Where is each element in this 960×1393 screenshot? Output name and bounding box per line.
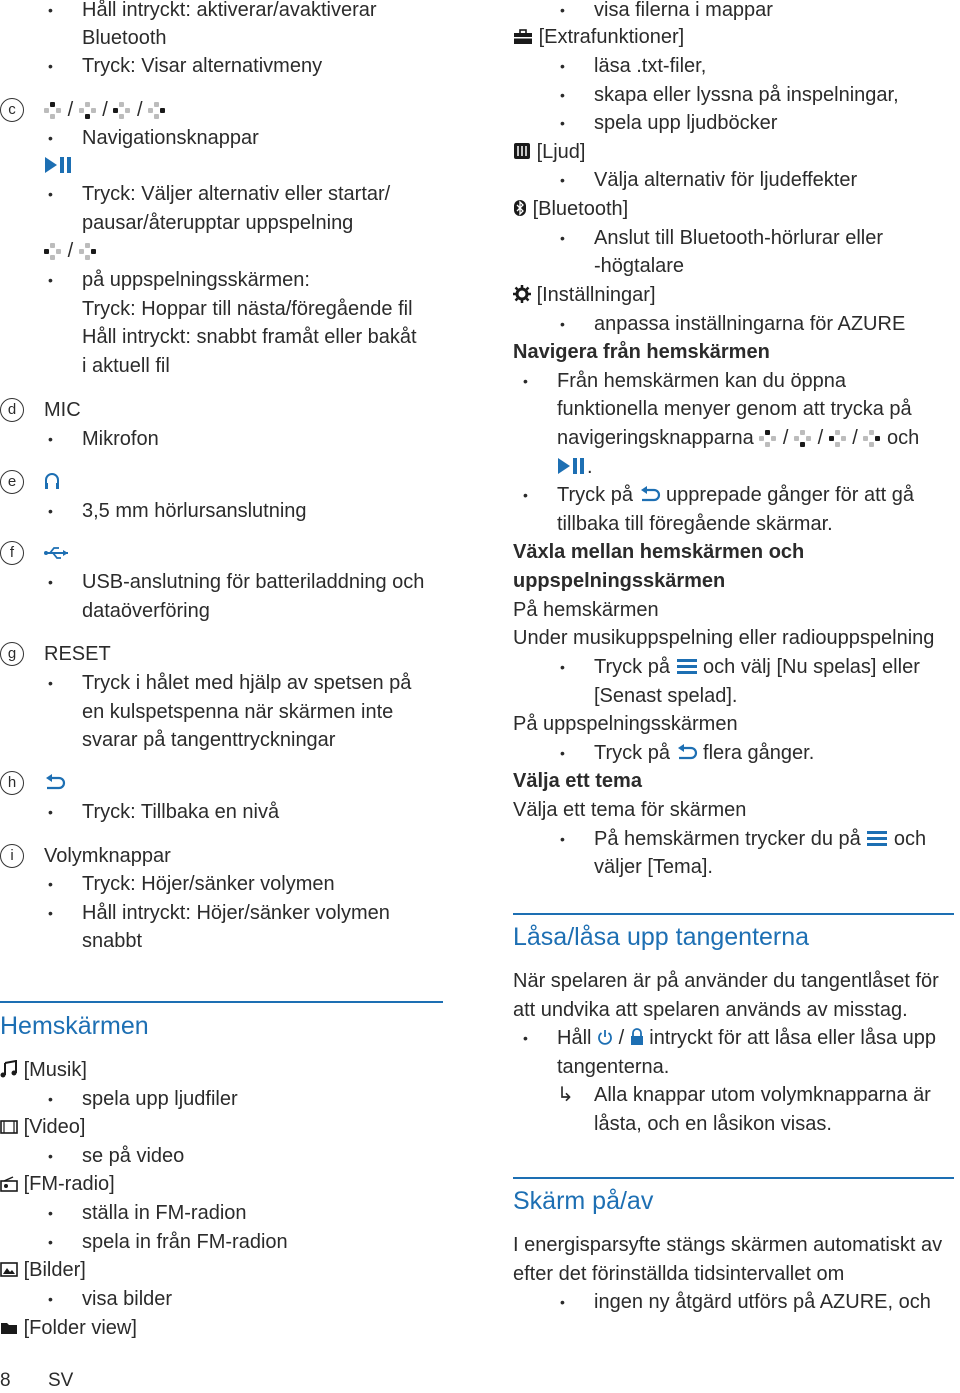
slash: / — [777, 427, 795, 449]
theme-text: På hemskärmen trycker du på — [594, 828, 867, 850]
on-home-subheading: På hemskärmen — [513, 599, 659, 621]
section-divider — [0, 1001, 443, 1003]
slash: / — [613, 1027, 630, 1049]
nav-line-3 — [557, 424, 919, 452]
inst-label: [Inställningar] — [536, 284, 656, 306]
lock-text: intryckt för att låsa eller låsa upp — [643, 1027, 937, 1049]
theme-heading: Välja ett tema — [513, 770, 642, 792]
nav-left-icon — [44, 243, 62, 259]
slash: / — [67, 99, 74, 121]
choose-text: och välj — [697, 656, 777, 678]
nav-left-icon — [829, 430, 847, 446]
nav-icons-row — [44, 96, 166, 124]
bilder-bullet: • visa bilder — [82, 1285, 172, 1313]
back-icon — [639, 485, 661, 503]
tryck-text: Tryck på — [594, 742, 676, 764]
menu-icon — [866, 829, 888, 847]
extra-bullet-1: • läsa .txt-filer, — [594, 52, 706, 80]
nav-down-icon — [794, 430, 812, 446]
or-text: eller — [876, 656, 920, 678]
bt-row — [513, 195, 628, 223]
reset-line-1: • Tryck i hålet med hjälp av spetsen på — [82, 669, 411, 697]
fm-bullet-1: • ställa in FM-radion — [82, 1199, 247, 1227]
volume-line-3: snabbt — [82, 930, 143, 952]
musik-label: [Musik] — [23, 1059, 87, 1081]
inst-bullet — [594, 310, 905, 338]
item-number-5: e — [0, 470, 24, 494]
reset-line-2: en kulspetspenna när skärmen inte — [82, 701, 394, 723]
menu-line-1 — [594, 653, 920, 681]
item-number-3: c — [0, 98, 24, 122]
page-number: 8 — [0, 1370, 11, 1391]
screen-heading: Skärm på/av — [513, 1187, 654, 1215]
screen-line-3-text: ingen ny åtgärd utförs på — [594, 1291, 820, 1313]
menu-icon — [676, 657, 698, 675]
folder-row — [0, 1314, 137, 1342]
folder-icon — [0, 1320, 18, 1336]
bluetooth-word: Bluetooth — [82, 27, 167, 49]
nav-heading: Navigera från hemskärmen — [513, 341, 770, 363]
fm-label: [FM-radio] — [23, 1173, 115, 1195]
gear-icon — [513, 285, 531, 303]
nav-line-2: funktionella menyer genom att trycka på — [557, 398, 912, 420]
equalizer-icon — [513, 142, 531, 160]
toolbox-icon — [513, 29, 533, 45]
slash: / — [67, 240, 74, 262]
extra-bullet-2: • skapa eller lyssna på inspelningar, — [594, 81, 899, 109]
language-code: SV — [48, 1370, 74, 1391]
volume-line-1: • Tryck: Höjer/sänker volymen — [82, 870, 335, 898]
back-icon — [44, 769, 66, 797]
folder-bullet: • visa filerna i mappar — [594, 0, 773, 24]
hall-text: Håll — [557, 1027, 598, 1049]
ljud-row — [513, 138, 586, 166]
playback-screen-line: • på uppspelningsskärmen: — [82, 266, 310, 294]
period: . — [707, 856, 713, 878]
section-divider — [513, 1177, 954, 1179]
nav-line-3-text: navigeringsknapparna — [557, 427, 760, 449]
nav-line-6: tillbaka till föregående skärmar. — [557, 513, 833, 535]
back-line: • Tryck: Tillbaka en nivå — [82, 798, 279, 826]
ljud-bullet: • Välja alternativ för ljudeffekter — [594, 166, 857, 194]
bt-label: [Bluetooth] — [532, 198, 629, 220]
screen-line-2: efter det förinställda tidsintervallet om — [513, 1263, 845, 1285]
nav-up-icon — [759, 430, 777, 446]
radio-icon — [0, 1176, 18, 1192]
extra-label: [Extrafunktioner] — [538, 26, 685, 48]
lock-result-2: låsta, och en låsikon visas. — [594, 1113, 832, 1135]
lock-icon — [630, 1028, 644, 1046]
theme-line-1 — [594, 825, 926, 853]
lock-result-1 — [557, 1081, 931, 1109]
musik-bullet: • spela upp ljudfiler — [82, 1085, 238, 1113]
nav-line-5 — [557, 481, 914, 509]
last-played-option: [Senast spelad] — [594, 685, 732, 707]
item-number-4: d — [0, 398, 24, 422]
extra-row — [513, 23, 684, 51]
slash: / — [102, 99, 108, 121]
bilder-label: [Bilder] — [23, 1259, 86, 1281]
slash: / — [846, 427, 864, 449]
item-number-7: g — [0, 642, 24, 666]
item-number-9: i — [0, 844, 24, 868]
many-times-text: flera gånger. — [697, 742, 815, 764]
period: . — [731, 685, 738, 707]
volume-line-2: • Håll intryckt: Höjer/sänker volymen — [82, 899, 390, 927]
theme-line-2 — [594, 853, 713, 881]
lock-result-text: Alla knappar utom volymknapparna är — [594, 1084, 931, 1106]
nav-right-icon — [148, 102, 166, 118]
lock-line-3 — [557, 1024, 936, 1052]
play-line-2: pausar/återupptar uppspelning — [82, 212, 354, 234]
play-pause-icon — [44, 152, 74, 180]
usb-line-1: • USB-anslutning för batteriladdning och — [82, 568, 424, 596]
tryck-text: Tryck på — [594, 656, 676, 678]
och-word: och — [881, 427, 920, 449]
usb-line-2: dataöverföring — [82, 600, 210, 622]
options-menu-line: • Tryck: Visar alternativmeny — [82, 52, 322, 80]
screen-line-3-end: , och — [887, 1291, 931, 1313]
nav-up-icon — [44, 102, 62, 118]
mikrofon-line: • Mikrofon — [82, 425, 159, 453]
lock-line-4: tangenterna. — [557, 1056, 670, 1078]
valjer-word: väljer — [594, 856, 648, 878]
power-icon — [597, 1028, 613, 1046]
switch-heading-2: uppspelningsskärmen — [513, 570, 726, 592]
folder-label: [Folder view] — [23, 1317, 137, 1339]
azure-name: AZURE — [819, 1291, 888, 1313]
screen-line-1: I energisparsyfte stängs skärmen automatiskt av — [513, 1234, 943, 1256]
skip-line: Tryck: Hoppar till nästa/föregående fil — [82, 298, 413, 320]
switch-heading-1: Växla mellan hemskärmen och — [513, 541, 805, 563]
inst-row — [513, 281, 656, 309]
headphone-icon — [44, 468, 60, 496]
picture-icon — [0, 1262, 18, 1278]
during-playback-line: Under musikuppspelning eller radiouppspelning — [513, 627, 935, 649]
bluetooth-icon — [513, 199, 527, 217]
video-label: [Video] — [23, 1116, 86, 1138]
result-arrow-icon: ↳ — [557, 1084, 574, 1106]
mic-label: MIC — [44, 399, 81, 421]
nav-down-icon — [79, 102, 97, 118]
lock-heading: Låsa/låsa upp tangenterna — [513, 923, 810, 951]
hemskarmen-heading: Hemskärmen — [0, 1012, 149, 1040]
nav-line-4 — [557, 453, 593, 481]
nav-right-icon — [79, 243, 97, 259]
nav-line-1: • Från hemskärmen kan du öppna — [557, 367, 846, 395]
fm-bullet-2: • spela in från FM-radion — [82, 1228, 288, 1256]
reset-label: RESET — [44, 643, 111, 665]
nav-right-icon — [863, 430, 881, 446]
theme-option: [Tema] — [647, 856, 708, 878]
slash: / — [136, 99, 143, 121]
now-playing-option: [Nu spelas] — [776, 656, 877, 678]
reset-line-3: svarar på tangenttryckningar — [82, 729, 336, 751]
screen-line-3 — [594, 1288, 931, 1316]
lock-line-1: När spelaren är på använder du tangentlåset för — [513, 970, 939, 992]
music-icon — [0, 1060, 18, 1078]
tryck-text: Tryck på — [557, 484, 639, 506]
headphone-jack-line: • 3,5 mm hörlursanslutning — [82, 497, 307, 525]
theme-subheading: Välja ett tema för skärmen — [513, 799, 747, 821]
repeat-text: upprepade gånger för att gå — [660, 484, 915, 506]
seek-line-1: Håll intryckt: snabbt framåt eller bakåt — [82, 326, 417, 348]
slash: / — [812, 427, 829, 449]
usb-icon — [44, 539, 70, 567]
azure-name: AZURE — [837, 313, 906, 335]
film-icon — [0, 1119, 18, 1135]
skip-icons-row — [44, 237, 97, 265]
video-row — [0, 1113, 85, 1141]
musik-row — [0, 1056, 87, 1084]
bt-bullet-2: -högtalare — [594, 255, 685, 277]
play-line-1: • Tryck: Väljer alternativ eller startar/ — [82, 180, 390, 208]
bilder-row — [0, 1256, 86, 1284]
section-divider — [513, 913, 954, 915]
period: . — [587, 456, 593, 478]
play-pause-icon — [557, 457, 587, 475]
bt-bullet-1: • Anslut till Bluetooth-hörlurar eller — [594, 224, 883, 252]
extra-bullet-3: • spela upp ljudböcker — [594, 109, 777, 137]
back-icon — [676, 743, 698, 761]
on-playback-subheading: På uppspelningsskärmen — [513, 713, 738, 735]
lock-line-2: att undvika att spelaren används av misstag. — [513, 999, 908, 1021]
inst-bullet-text: anpassa inställningarna för — [594, 313, 838, 335]
ljud-label: [Ljud] — [536, 141, 586, 163]
nav-left-icon — [113, 102, 131, 118]
fm-row — [0, 1170, 115, 1198]
back-many-line — [594, 739, 814, 767]
seek-line-2: i aktuell fil — [82, 355, 170, 377]
bluetooth-hold-line: • Håll intryckt: aktiverar/avaktiverar — [82, 0, 377, 24]
nav-buttons-label: • Navigationsknappar — [82, 124, 259, 152]
video-bullet: • se på video — [82, 1142, 184, 1170]
item-number-6: f — [0, 541, 24, 565]
item-number-8: h — [0, 771, 24, 795]
och-word: och — [888, 828, 927, 850]
menu-line-2 — [594, 682, 737, 710]
volume-label: Volymknappar — [44, 845, 171, 867]
